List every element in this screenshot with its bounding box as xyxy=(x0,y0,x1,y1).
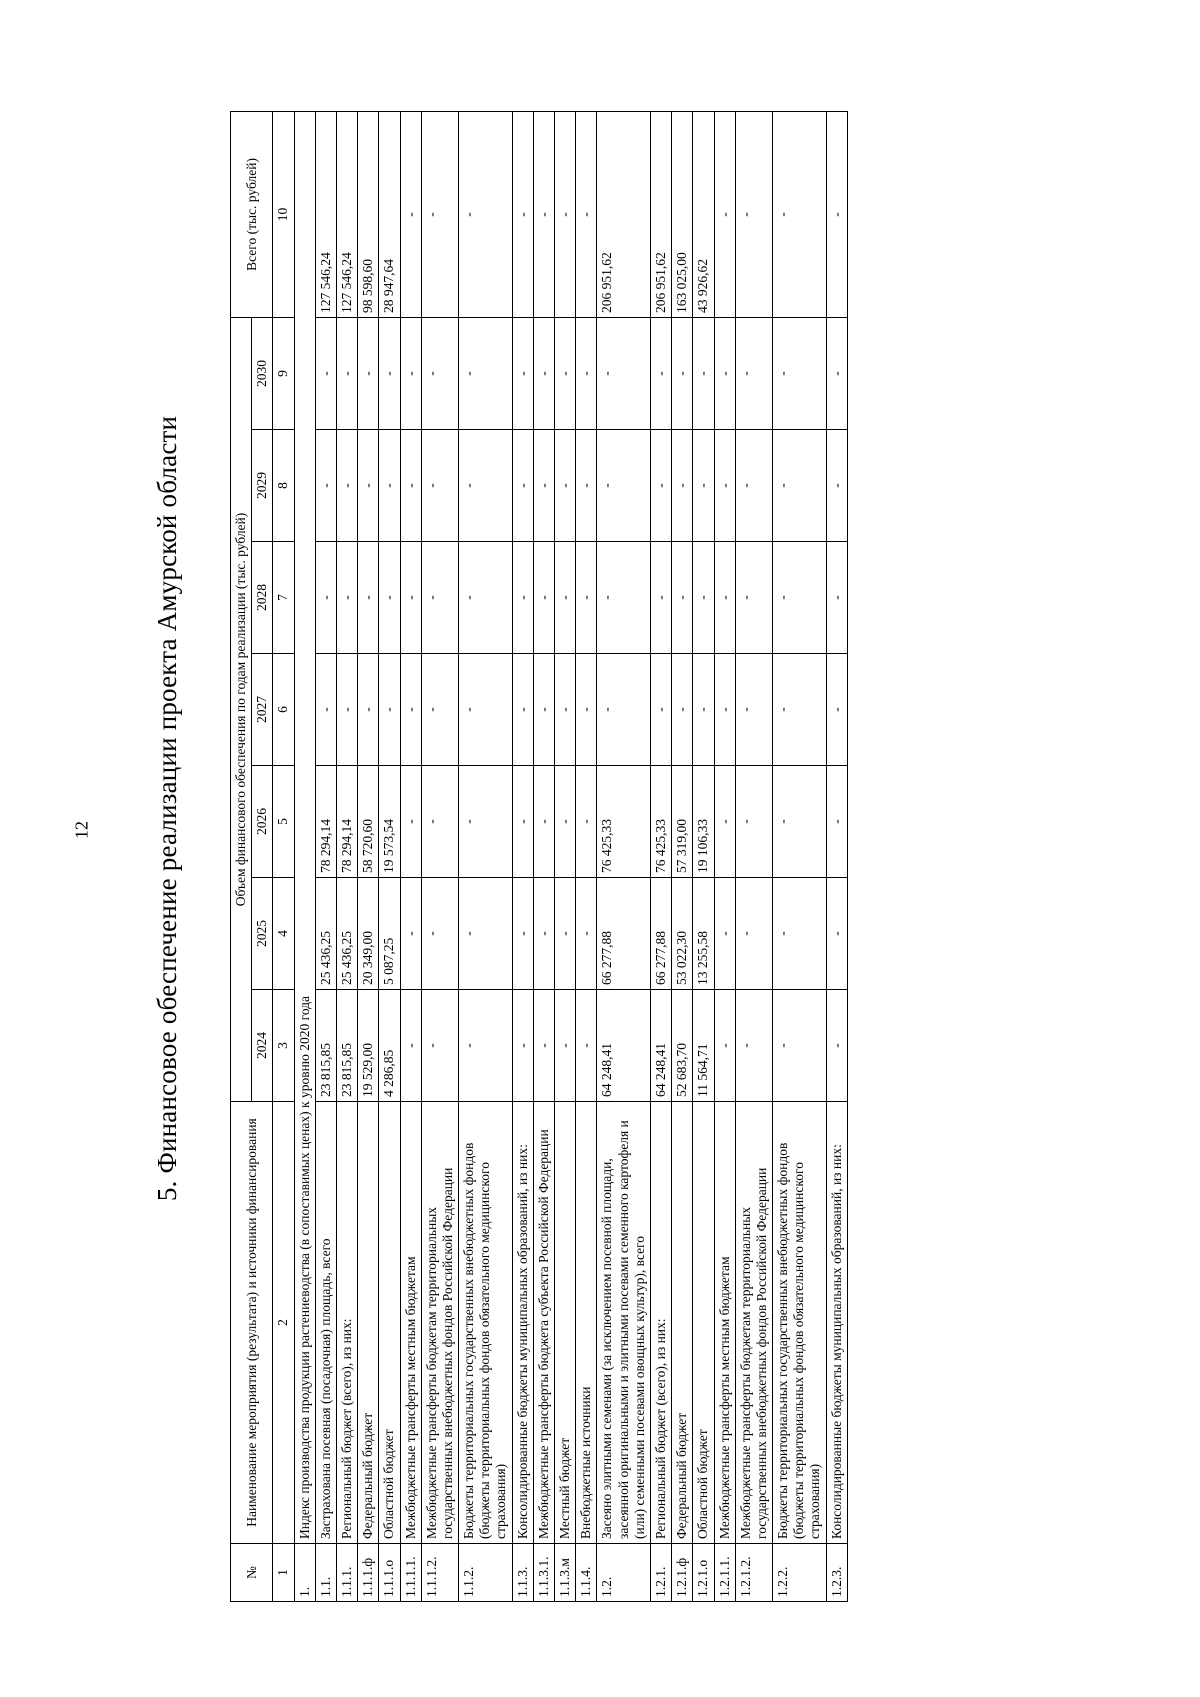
row-value: - xyxy=(773,654,827,766)
row-value: - xyxy=(773,430,827,542)
row-value: - xyxy=(693,430,714,542)
row-value: - xyxy=(358,317,379,429)
table-row xyxy=(512,111,533,1601)
row-value: - xyxy=(555,878,576,990)
row-value: - xyxy=(512,317,533,429)
row-value: - xyxy=(533,878,554,990)
row-value: 25 436,25 xyxy=(336,878,357,990)
table-row xyxy=(672,111,693,1601)
row-num: 1.1.1.1. xyxy=(400,1544,421,1602)
row-name: Консолидированные бюджеты муниципальных образований, из них: xyxy=(826,1102,847,1544)
row-value: - xyxy=(693,317,714,429)
financing-table xyxy=(230,111,848,1602)
row-total: 206 951,62 xyxy=(597,111,651,317)
row-total: - xyxy=(714,111,735,317)
row-value: - xyxy=(597,430,651,542)
row-value: 76 425,33 xyxy=(597,766,651,878)
row-value: 64 248,41 xyxy=(597,990,651,1102)
header-year: 2028 xyxy=(252,542,273,654)
column-index: 8 xyxy=(273,430,294,542)
row-value: - xyxy=(826,990,847,1102)
row-num: 1.1.1.2. xyxy=(421,1544,458,1602)
row-value: - xyxy=(555,766,576,878)
row-value: 78 294,14 xyxy=(315,766,336,878)
row-value: - xyxy=(714,878,735,990)
row-value: 23 815,85 xyxy=(315,990,336,1102)
row-num: 1.1.1.о xyxy=(379,1544,400,1602)
row-value: - xyxy=(576,878,597,990)
row-value: - xyxy=(826,317,847,429)
row-value: - xyxy=(400,542,421,654)
row-name: Межбюджетные трансферты бюджетам территориальных государственных внебюджетных фондов Российской Федерации xyxy=(735,1102,772,1544)
row-num: 1.2.1.1. xyxy=(714,1544,735,1602)
row-total: - xyxy=(773,111,827,317)
row-total: 206 951,62 xyxy=(650,111,671,317)
table-row xyxy=(358,111,379,1601)
row-value: 78 294,14 xyxy=(336,766,357,878)
row-value: - xyxy=(714,990,735,1102)
row-num: 1.2.1. xyxy=(650,1544,671,1602)
row-value: - xyxy=(358,542,379,654)
row-total: 43 926,62 xyxy=(693,111,714,317)
row-value: - xyxy=(735,766,772,878)
row-num: 1.1.3.1. xyxy=(533,1544,554,1602)
row-value: - xyxy=(512,654,533,766)
row-value: - xyxy=(555,990,576,1102)
header-year: 2026 xyxy=(252,766,273,878)
table-row xyxy=(533,111,554,1601)
row-total: 163 025,00 xyxy=(672,111,693,317)
table-row xyxy=(650,111,671,1601)
row-value: - xyxy=(421,654,458,766)
row-value: 58 720,60 xyxy=(358,766,379,878)
row-value: - xyxy=(421,990,458,1102)
table-row xyxy=(735,111,772,1601)
row-value: - xyxy=(826,430,847,542)
row-value: - xyxy=(735,878,772,990)
row-value: - xyxy=(533,990,554,1102)
row-value: - xyxy=(714,654,735,766)
row-value: 19 106,33 xyxy=(693,766,714,878)
row-value: - xyxy=(379,317,400,429)
row-value: - xyxy=(421,542,458,654)
row-num: 1.1.1. xyxy=(336,1544,357,1602)
row-value: 4 286,85 xyxy=(379,990,400,1102)
row-total: - xyxy=(576,111,597,317)
column-index: 7 xyxy=(273,542,294,654)
row-total: 127 546,24 xyxy=(315,111,336,317)
row-name: Межбюджетные трансферты бюджета субъекта Российской Федерации xyxy=(533,1102,554,1544)
row-name: Застрахована посевная (посадочная) площадь, всего xyxy=(315,1102,336,1544)
row-value: - xyxy=(672,430,693,542)
row-total: 28 947,64 xyxy=(379,111,400,317)
row-total: - xyxy=(735,111,772,317)
row-value: 20 349,00 xyxy=(358,878,379,990)
table-row xyxy=(773,111,827,1601)
row-name: Межбюджетные трансферты местным бюджетам xyxy=(400,1102,421,1544)
row-name: Межбюджетные трансферты бюджетам территориальных государственных внебюджетных фондов Российской Федерации xyxy=(421,1102,458,1544)
row-value: - xyxy=(379,430,400,542)
row-name: Внебюджетные источники xyxy=(576,1102,597,1544)
row-value: - xyxy=(400,878,421,990)
row-value: - xyxy=(597,542,651,654)
row-num: 1.2.1.о xyxy=(693,1544,714,1602)
row-value: - xyxy=(555,542,576,654)
table-row xyxy=(336,111,357,1601)
row-value: - xyxy=(421,317,458,429)
row-value: - xyxy=(735,990,772,1102)
row-name: Засеяно элитными семенами (за исключением посевной площади, засеянной оригинальными и элитными посевами семенного картофеля и (или) семенными посевами овощных культур), всего xyxy=(597,1102,651,1544)
row-value: - xyxy=(459,542,513,654)
row-value: 5 087,25 xyxy=(379,878,400,990)
row-value: - xyxy=(826,766,847,878)
column-index: 10 xyxy=(273,111,294,317)
row-value: - xyxy=(512,430,533,542)
row-value: - xyxy=(826,542,847,654)
row-name: Областной бюджет xyxy=(379,1102,400,1544)
column-index-row xyxy=(273,111,294,1601)
row-value: - xyxy=(533,430,554,542)
row-value: - xyxy=(576,766,597,878)
row-value: - xyxy=(773,317,827,429)
row-name: Региональный бюджет (всего), из них: xyxy=(650,1102,671,1544)
row-value: 64 248,41 xyxy=(650,990,671,1102)
row-value: 13 255,58 xyxy=(693,878,714,990)
row-value: - xyxy=(555,430,576,542)
row-value: - xyxy=(459,878,513,990)
row-total: - xyxy=(555,111,576,317)
table-row xyxy=(459,111,513,1601)
row-name: Бюджеты территориальных государственных внебюджетных фондов (бюджеты территориальных фондов обязательного медицинского страхования) xyxy=(459,1102,513,1544)
row-value: - xyxy=(576,990,597,1102)
row-value: - xyxy=(400,317,421,429)
row-value: - xyxy=(693,542,714,654)
row-value: - xyxy=(533,654,554,766)
section-row xyxy=(294,111,315,1601)
row-name: Региональный бюджет (всего), из них: xyxy=(336,1102,357,1544)
row-value: - xyxy=(400,654,421,766)
table-row xyxy=(379,111,400,1601)
row-value: - xyxy=(735,317,772,429)
header-name: Наименование мероприятия (результата) и источники финансирования xyxy=(231,1102,273,1544)
row-name: Консолидированные бюджеты муниципальных образований, из них: xyxy=(512,1102,533,1544)
row-total: - xyxy=(512,111,533,317)
row-value: - xyxy=(400,766,421,878)
table-row xyxy=(576,111,597,1601)
row-value: - xyxy=(650,430,671,542)
row-name: Областной бюджет xyxy=(693,1102,714,1544)
row-value: - xyxy=(555,317,576,429)
column-index: 9 xyxy=(273,317,294,429)
row-value: 25 436,25 xyxy=(315,878,336,990)
row-num: 1.1.1.ф xyxy=(358,1544,379,1602)
table-row xyxy=(315,111,336,1601)
row-value: - xyxy=(459,654,513,766)
row-value: - xyxy=(597,317,651,429)
header-year: 2029 xyxy=(252,430,273,542)
row-total: - xyxy=(533,111,554,317)
row-value: - xyxy=(400,990,421,1102)
header-year: 2024 xyxy=(252,990,273,1102)
row-num: 1.2.3. xyxy=(826,1544,847,1602)
row-value: - xyxy=(336,542,357,654)
column-index: 5 xyxy=(273,766,294,878)
row-value: - xyxy=(576,430,597,542)
header-total: Всего (тыс. рублей) xyxy=(231,111,273,317)
header-year: 2025 xyxy=(252,878,273,990)
header-num: № xyxy=(231,1544,273,1602)
row-value: - xyxy=(315,317,336,429)
row-value: - xyxy=(650,542,671,654)
row-value: - xyxy=(714,317,735,429)
row-value: - xyxy=(735,654,772,766)
row-value: - xyxy=(773,542,827,654)
row-num: 1.2.1.ф xyxy=(672,1544,693,1602)
row-value: - xyxy=(576,654,597,766)
row-total: - xyxy=(400,111,421,317)
row-value: - xyxy=(421,430,458,542)
row-value: - xyxy=(714,430,735,542)
row-value: - xyxy=(315,430,336,542)
row-value: - xyxy=(379,654,400,766)
row-value: - xyxy=(826,878,847,990)
row-num: 1.2.2. xyxy=(773,1544,827,1602)
row-num: 1.1.4. xyxy=(576,1544,597,1602)
row-value: - xyxy=(315,654,336,766)
row-value: - xyxy=(512,878,533,990)
row-value: - xyxy=(672,654,693,766)
row-value: 19 529,00 xyxy=(358,990,379,1102)
row-num: 1.2. xyxy=(597,1544,651,1602)
row-value: - xyxy=(672,542,693,654)
row-value: 19 573,54 xyxy=(379,766,400,878)
row-value: 53 022,30 xyxy=(672,878,693,990)
column-index: 1 xyxy=(273,1544,294,1602)
row-value: - xyxy=(735,542,772,654)
row-value: - xyxy=(421,878,458,990)
table-row xyxy=(597,111,651,1601)
row-value: - xyxy=(650,654,671,766)
header-year: 2027 xyxy=(252,654,273,766)
row-total: 98 598,60 xyxy=(358,111,379,317)
row-value: - xyxy=(512,990,533,1102)
table-row xyxy=(555,111,576,1601)
section-title: Индекс производства продукции растениеводства (в сопоставимых ценах) к уровню 2020 года xyxy=(294,111,315,1543)
table-row xyxy=(714,111,735,1601)
section-num: 1. xyxy=(294,1544,315,1602)
row-num: 1.1.3. xyxy=(512,1544,533,1602)
row-value: - xyxy=(400,430,421,542)
table-row xyxy=(693,111,714,1601)
row-value: - xyxy=(459,766,513,878)
row-value: - xyxy=(358,430,379,542)
row-value: - xyxy=(336,654,357,766)
page-title: 5. Финансовое обеспечение реализации проекта Амурской области xyxy=(152,415,182,1202)
row-value: - xyxy=(773,990,827,1102)
page-number: 12 xyxy=(71,821,92,839)
row-num: 1.2.1.2. xyxy=(735,1544,772,1602)
column-index: 6 xyxy=(273,654,294,766)
row-value: - xyxy=(597,654,651,766)
row-name: Бюджеты территориальных государственных внебюджетных фондов (бюджеты территориальных фондов обязательного медицинского страхования) xyxy=(773,1102,827,1544)
row-value: - xyxy=(672,317,693,429)
row-value: - xyxy=(693,654,714,766)
row-name: Местный бюджет xyxy=(555,1102,576,1544)
table-row xyxy=(421,111,458,1601)
table-row xyxy=(400,111,421,1601)
row-value: 66 277,88 xyxy=(597,878,651,990)
column-index: 4 xyxy=(273,878,294,990)
header-year: 2030 xyxy=(252,317,273,429)
row-value: - xyxy=(650,317,671,429)
column-index: 2 xyxy=(273,1102,294,1544)
row-value: - xyxy=(512,766,533,878)
row-num: 1.1.2. xyxy=(459,1544,513,1602)
row-value: - xyxy=(714,542,735,654)
row-value: - xyxy=(379,542,400,654)
row-value: - xyxy=(773,766,827,878)
row-value: - xyxy=(576,317,597,429)
row-name: Федеральный бюджет xyxy=(358,1102,379,1544)
row-value: - xyxy=(576,542,597,654)
row-value: - xyxy=(358,654,379,766)
row-value: - xyxy=(826,654,847,766)
row-value: 76 425,33 xyxy=(650,766,671,878)
row-total: - xyxy=(826,111,847,317)
row-value: - xyxy=(735,430,772,542)
row-num: 1.1.3.м xyxy=(555,1544,576,1602)
row-value: - xyxy=(533,766,554,878)
row-value: 11 564,71 xyxy=(693,990,714,1102)
column-index: 3 xyxy=(273,990,294,1102)
row-value: - xyxy=(421,766,458,878)
row-total: - xyxy=(459,111,513,317)
row-value: 57 319,00 xyxy=(672,766,693,878)
row-total: - xyxy=(421,111,458,317)
row-value: 52 683,70 xyxy=(672,990,693,1102)
row-value: 23 815,85 xyxy=(336,990,357,1102)
row-value: - xyxy=(459,990,513,1102)
header-volume: Объем финансового обеспечения по годам реализации (тыс. рублей) xyxy=(231,317,252,1101)
row-value: - xyxy=(773,878,827,990)
row-value: - xyxy=(512,542,533,654)
row-name: Федеральный бюджет xyxy=(672,1102,693,1544)
row-value: - xyxy=(459,317,513,429)
row-value: - xyxy=(555,654,576,766)
row-num: 1.1. xyxy=(315,1544,336,1602)
row-value: - xyxy=(533,542,554,654)
row-value: 66 277,88 xyxy=(650,878,671,990)
row-value: - xyxy=(714,766,735,878)
row-value: - xyxy=(336,317,357,429)
row-total: 127 546,24 xyxy=(336,111,357,317)
row-value: - xyxy=(459,430,513,542)
table-row xyxy=(826,111,847,1601)
row-value: - xyxy=(336,430,357,542)
row-name: Межбюджетные трансферты местным бюджетам xyxy=(714,1102,735,1544)
row-value: - xyxy=(315,542,336,654)
row-value: - xyxy=(533,317,554,429)
